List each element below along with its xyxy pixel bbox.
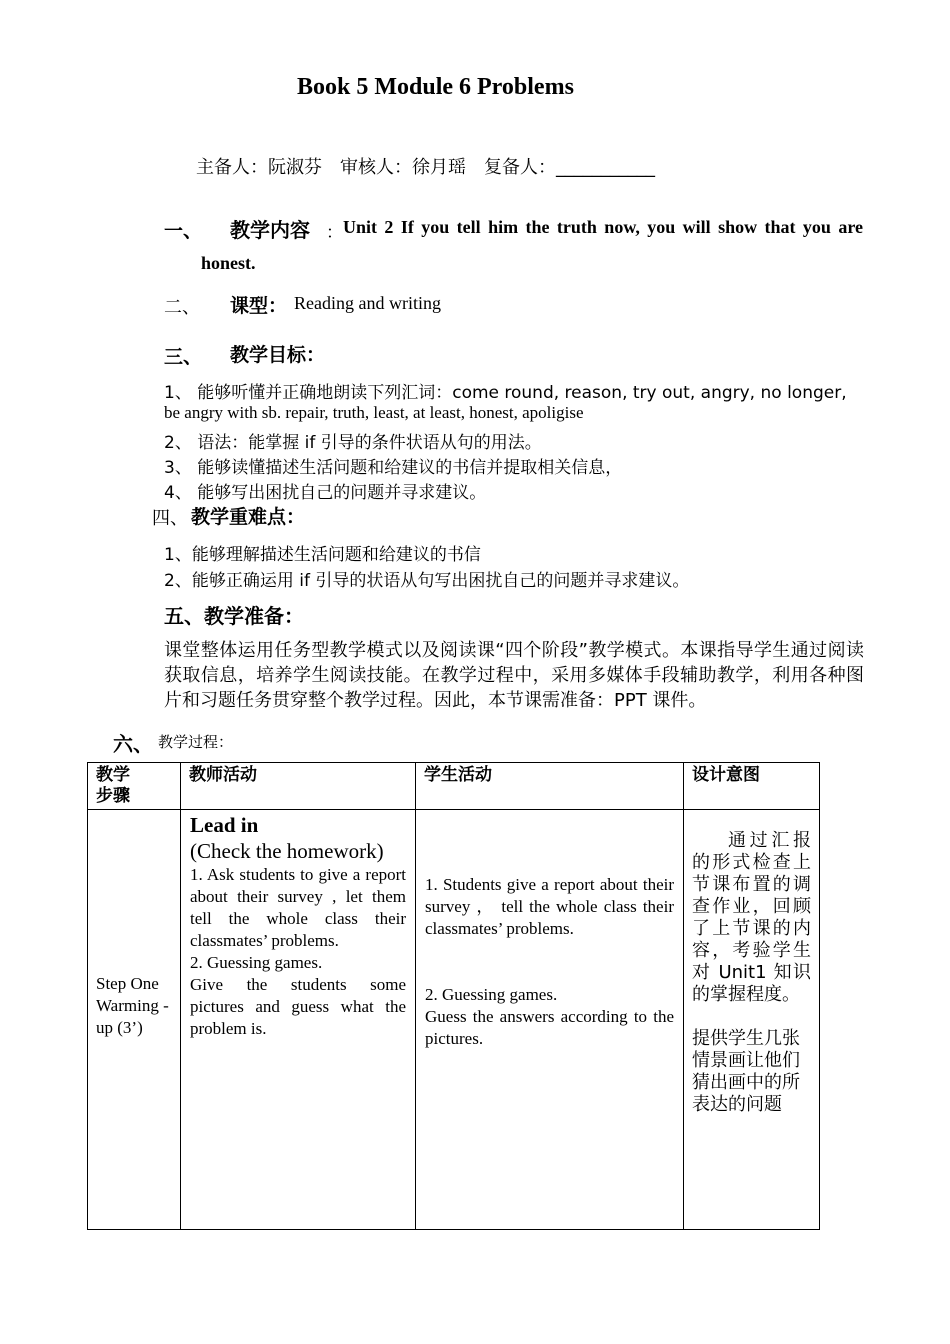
- objective-item: 4、 能够写出困扰自己的问题并寻求建议。: [164, 483, 487, 503]
- objective-item: 2、 语法：能掌握 if 引导的条件状语从句的用法。: [164, 433, 542, 453]
- header-cell: 教师活动: [181, 763, 416, 810]
- check-homework-subheading: (Check the homework): [190, 839, 384, 863]
- teacher-activity-text: Give the students some pictures and guess what the problem is.: [190, 975, 406, 1038]
- table-row: [88, 810, 820, 1230]
- section1-label: 教学内容: [230, 218, 310, 242]
- section1-number: 一、: [164, 220, 203, 242]
- table-header-row: [88, 763, 820, 810]
- section5-label: 五、教学准备：: [164, 604, 304, 628]
- teaching-process-table: [87, 762, 820, 1230]
- section3-label: 教学目标：: [230, 344, 326, 366]
- teacher-activity-cell: [181, 810, 416, 1230]
- lead-in-heading: Lead in: [190, 813, 259, 837]
- objective-item: 3、 能够读懂描述生活问题和给建议的书信并提取相关信息，: [164, 458, 623, 478]
- teacher-activity-text: 1. Ask students to give a report about their survey , let them tell the whole class their classmates’ problems.: [190, 865, 406, 950]
- header-cell: 学生活动: [416, 763, 684, 810]
- section2-content: Reading and writing: [294, 293, 441, 313]
- section1-colon: ：: [326, 223, 343, 243]
- purpose-text: 通过汇报的形式检查上节课布置的调查作业，回顾了上节课的内容，考验学生对 Unit1 知识的掌握程度。: [692, 830, 811, 1005]
- step-cell: [88, 810, 181, 1230]
- author-line: 主备人：阮淑芬 审核人：徐月瑶 复备人：___________: [196, 157, 655, 178]
- design-purpose-cell: [684, 810, 820, 1230]
- student-activity-text: 1. Students give a report about their survey ， tell the whole class their classmates’ problems.: [425, 875, 674, 938]
- student-activity-text: 2. Guessing games.: [425, 985, 558, 1004]
- purpose-text: 提供学生几张情景画让他们猜出画中的所表达的问题: [692, 1028, 800, 1115]
- teacher-activity-text: 2. Guessing games.: [190, 953, 323, 972]
- student-activity-cell: [416, 810, 684, 1230]
- section2-label: 课型：: [230, 295, 288, 317]
- page-title: Book 5 Module 6 Problems: [297, 74, 574, 100]
- key-point-item: 1、能够理解描述生活问题和给建议的书信: [164, 545, 481, 565]
- section1-content-cont: honest.: [201, 253, 256, 273]
- step-text: Step One Warming -up (3’): [96, 973, 169, 1037]
- section5-paragraph: 课堂整体运用任务型教学模式以及阅读课“四个阶段”教学模式。本课指导学生通过阅读获取信息，培养学生阅读技能。在教学过程中，采用多媒体手段辅助教学，利用各种图片和习题任务贯穿整个教学过程。因此，本节课需准备：PPT 课件。: [164, 640, 864, 711]
- objective-item: be angry with sb. repair, truth, least, at least, honest, apoligise: [164, 403, 584, 422]
- section1-content: Unit 2 If you tell him the truth now, you will show that you are: [343, 217, 863, 237]
- key-point-item: 2、能够正确运用 if 引导的状语从句写出困扰自己的问题并寻求建议。: [164, 571, 690, 591]
- header-cell: 教学步骤: [88, 763, 181, 810]
- section4-number: 四、: [152, 508, 188, 529]
- student-activity-text: Guess the answers according to the pictures.: [425, 1007, 674, 1048]
- section3-number: 三、: [164, 346, 203, 368]
- header-cell: 设计意图: [684, 763, 820, 810]
- section2-number: 二、: [164, 297, 200, 318]
- objective-item: 1、 能够听懂并正确地朗读下列汇词：come round, reason, try out, angry, no longer,: [164, 383, 847, 403]
- section6-number: 六、: [113, 732, 153, 756]
- section6-label: 教学过程：: [158, 733, 234, 751]
- section4-label: 教学重难点：: [191, 506, 306, 528]
